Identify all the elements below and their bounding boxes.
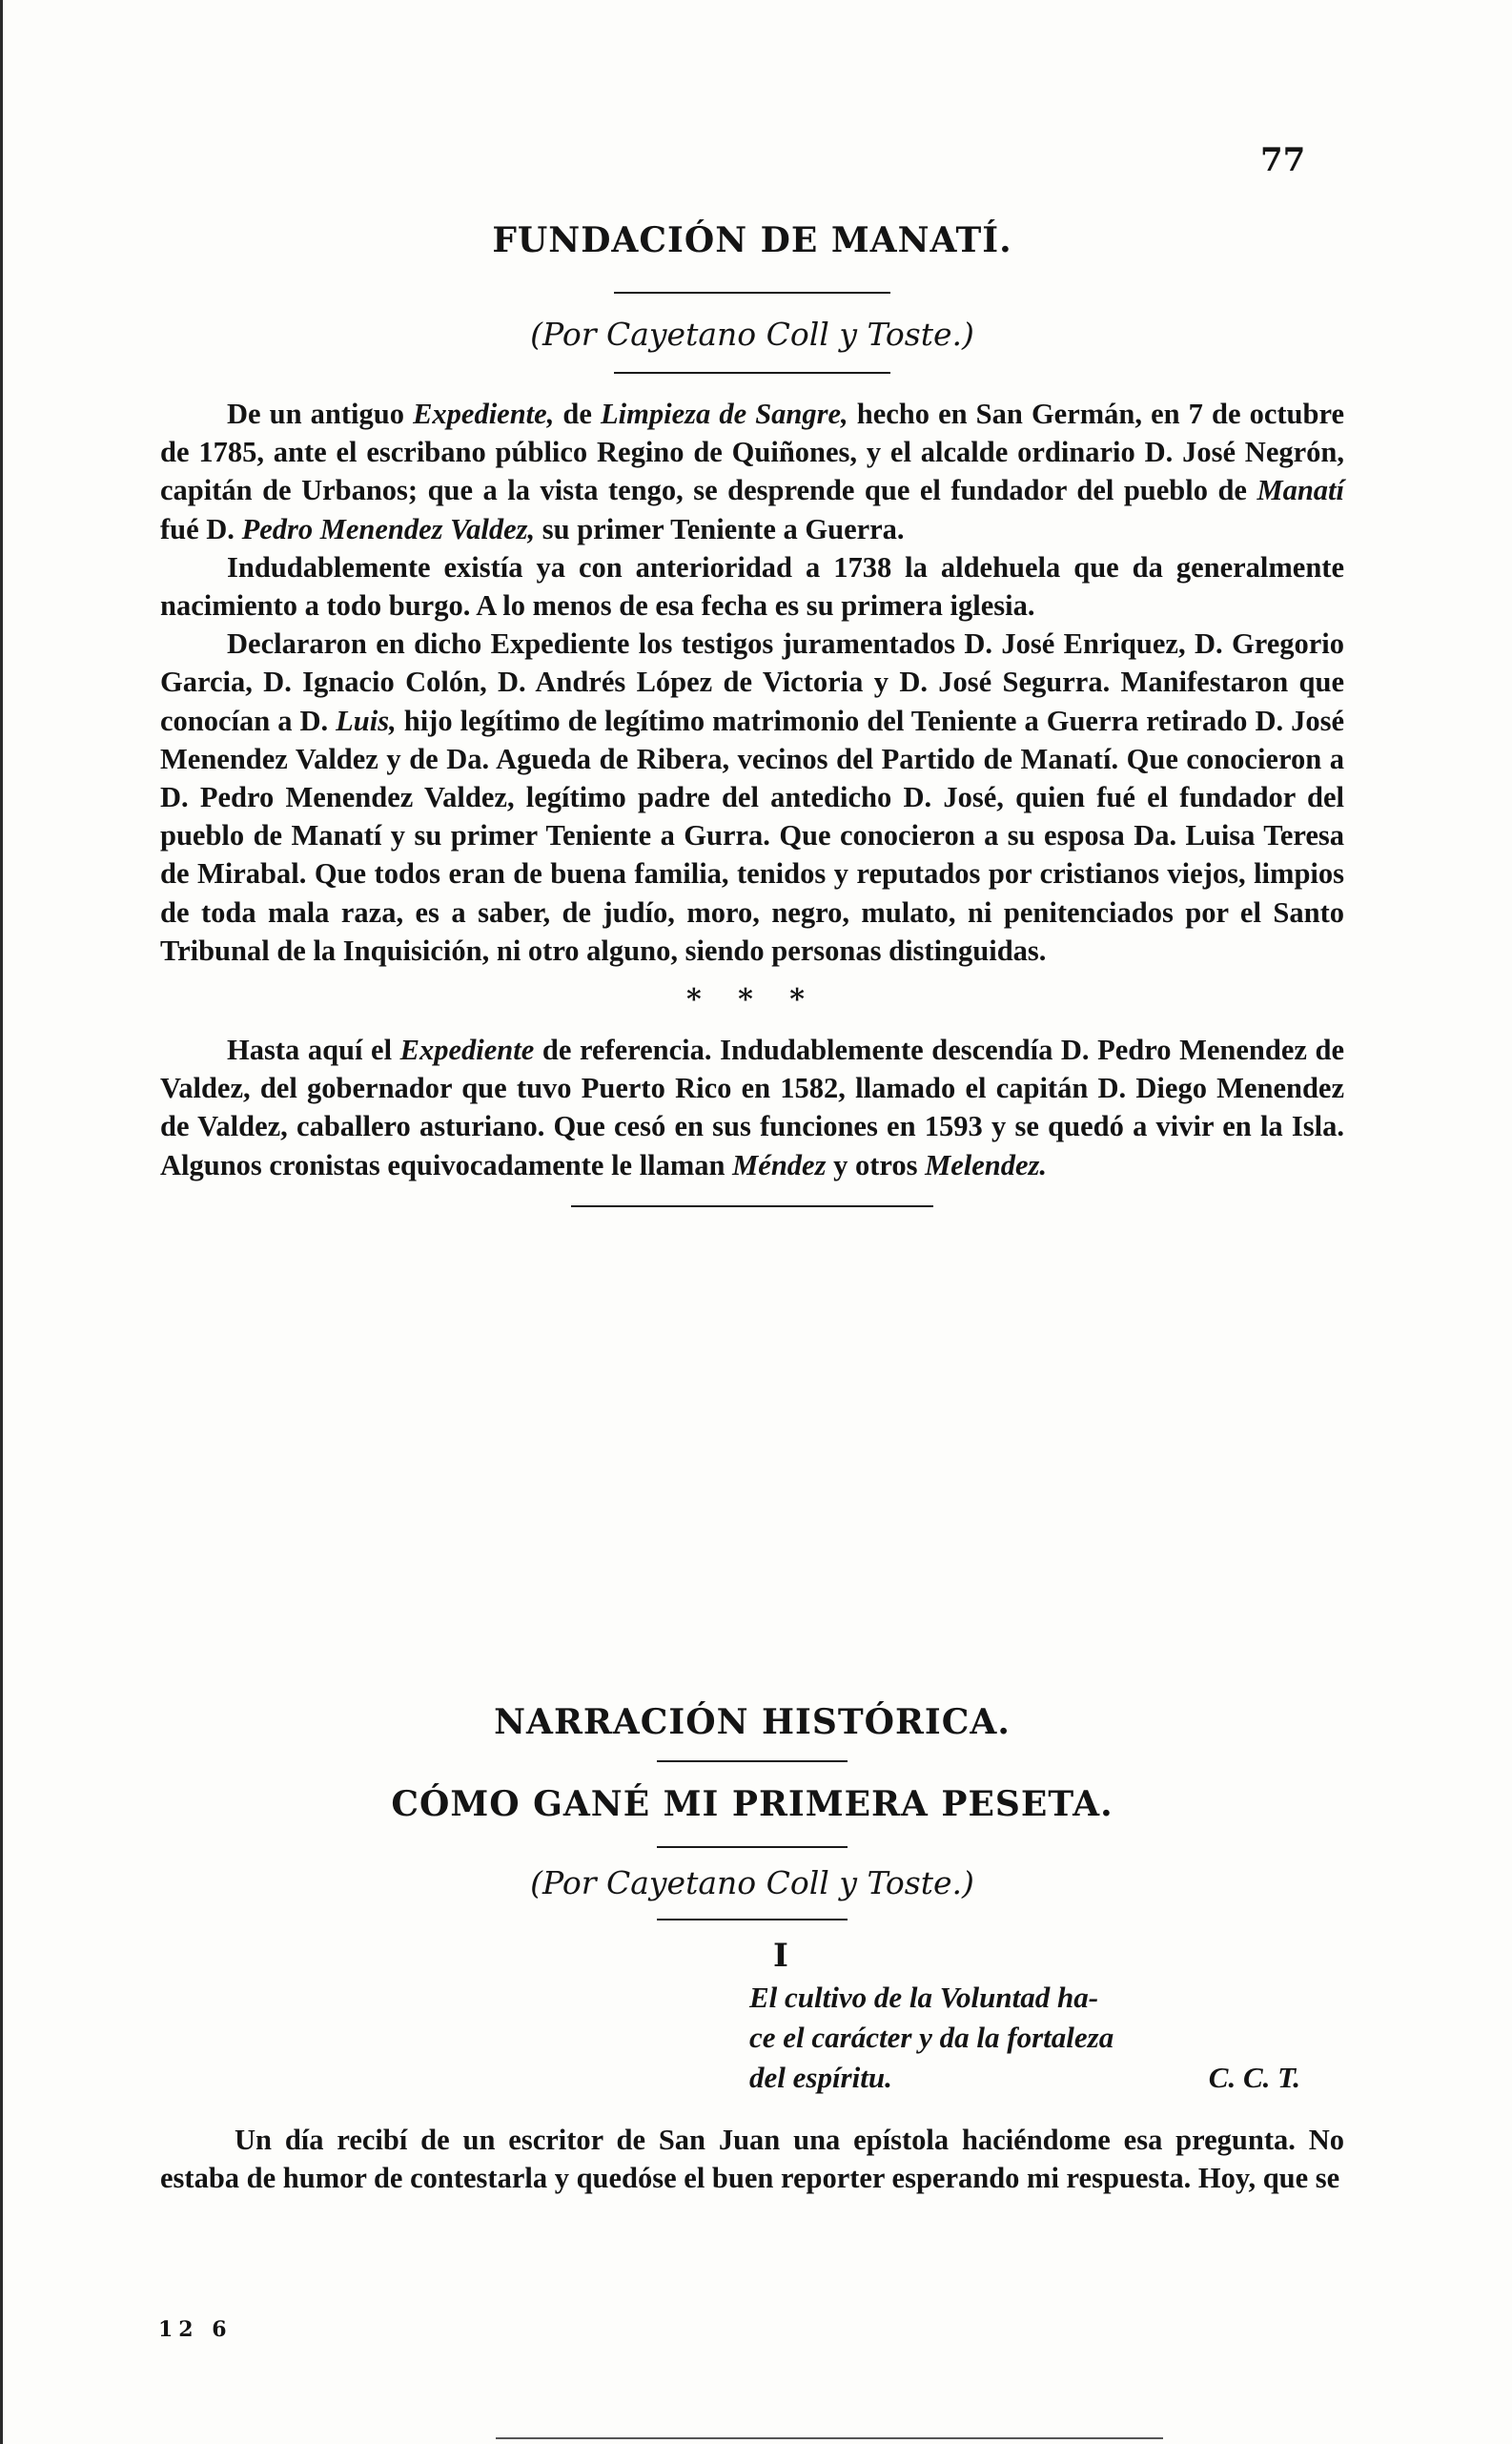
text-run: De un antiguo — [227, 398, 414, 430]
story-title-rule — [657, 1846, 848, 1848]
article-end-rule — [571, 1205, 933, 1207]
story-byline-rule — [657, 1919, 848, 1920]
epigraph-signature: C. C. T. — [1208, 2061, 1300, 2094]
epigraph-line: ce el carácter y da la fortaleza — [749, 2021, 1114, 2054]
story-byline: (Por Cayetano Coll y Toste.) — [530, 1864, 974, 1901]
italic-text-run: Manatí — [1257, 474, 1344, 507]
italic-text-run: Luis, — [336, 704, 397, 737]
epigraph-line: El cultivo de la Voluntad ha- — [749, 1981, 1099, 2014]
printer-signature-mark: 12 6 — [158, 2317, 233, 2342]
title-rule — [614, 292, 890, 294]
text-run: su primer Teniente a Guerra. — [535, 512, 905, 545]
article-peseta — [160, 1699, 1344, 2197]
italic-text-run: Melendez. — [925, 1148, 1047, 1181]
text-run: Declararon en dicho Expediente los testigos juramentados D. José Enriquez, D. Gregorio Garcia, D. Ignacio Colón, D. Andrés López de Victoria y D. José Segurra. Manifestaron que conocían a D. — [160, 627, 1344, 737]
text-run: Hasta aquí el — [227, 1034, 400, 1067]
text-run: Un día recibí de un escritor de San Juan una epístola haciéndome esa pregunta. No estaba de humor de contestarla y quedóse el buen reporter esperando mi respuesta. Hoy, que se — [160, 2124, 1344, 2195]
closing-paragraph — [160, 1031, 1344, 1184]
paragraph-2 — [160, 548, 1344, 625]
chapter-number: I — [773, 1937, 788, 1975]
italic-text-run: Limpieza de Sangre, — [601, 398, 848, 430]
story-title: CÓMO GANÉ MI PRIMERA PESETA. — [391, 1784, 1114, 1824]
section-rule — [657, 1760, 848, 1762]
text-run: de — [554, 398, 602, 430]
bottom-edge-rule — [496, 2437, 1163, 2439]
story-opening-paragraph — [160, 2121, 1344, 2197]
paragraph-1 — [160, 395, 1344, 548]
italic-text-run: Méndez — [732, 1148, 827, 1181]
text-run: fué D. — [160, 512, 242, 545]
section-stars: * * * — [686, 983, 818, 1017]
byline-rule — [614, 372, 890, 374]
page-number: 77 — [1260, 141, 1306, 179]
section-heading: NARRACIÓN HISTÓRICA. — [494, 1702, 1011, 1742]
article-byline: (Por Cayetano Coll y Toste.) — [530, 316, 974, 353]
article-title: FUNDACIÓN DE MANATÍ. — [492, 220, 1012, 260]
text-run: y otros — [826, 1148, 926, 1181]
epigraph-line: del espíritu. C. C. T. — [749, 2058, 1338, 2098]
paragraph-3 — [160, 625, 1344, 970]
text-run: hijo legítimo de legítimo matrimonio del Teniente a Guerra retirado D. José Menendez Valdez y de Da. Agueda de Ribera, vecinos del Partido de Manatí. Que conocieron a D. Pedro Menendez Valdez, legítimo padre del antedicho D. José, quien fué el fundador del pueblo de Manatí y su primer Teniente a Gurra. Que conocieron a su esposa Da. Luisa Teresa de Mirabal. Que todos eran de buena familia, tenidos y reputados por cristianos viejos, limpios de toda mala raza, es a saber, de judío, moro, negro, mulato, ni penitenciados por el Santo Tribunal de la Inquisición, ni otro alguno, siendo personas distinguidas. — [160, 704, 1345, 967]
italic-text-run: Expediente — [399, 1034, 535, 1067]
article-fundacion — [160, 217, 1344, 1207]
page-edge — [0, 0, 3, 2444]
italic-text-run: Expediente, — [413, 398, 555, 430]
text-run: de referencia. Indudablemente descendía D. Pedro Menendez de Valdez, del gobernador que tuvo Puerto Rico en 1582, llamado el capitán D. Diego Menendez de Valdez, caballero asturiano. Que cesó en sus funciones en 1593 y se quedó a vivir en la Isla. Algunos cronistas equivocadamente le llaman — [160, 1034, 1344, 1181]
italic-text-run: Pedro Menendez Valdez, — [241, 512, 536, 545]
epigraph — [749, 1978, 1338, 2098]
text-run: Indudablemente existía ya con anterioridad a 1738 la aldehuela que da generalmente nacimiento a todo burgo. A lo menos de esa fecha es su primera iglesia. — [160, 550, 1344, 623]
text-run: hecho en San Germán, en 7 de octubre de 1785, ante el escribano público Regino de Quiñones, y el alcalde ordinario D. José Negrón, capitán de Urbanos; que a la vista tengo, se desprende que el fundador del pueblo de — [160, 398, 1344, 507]
